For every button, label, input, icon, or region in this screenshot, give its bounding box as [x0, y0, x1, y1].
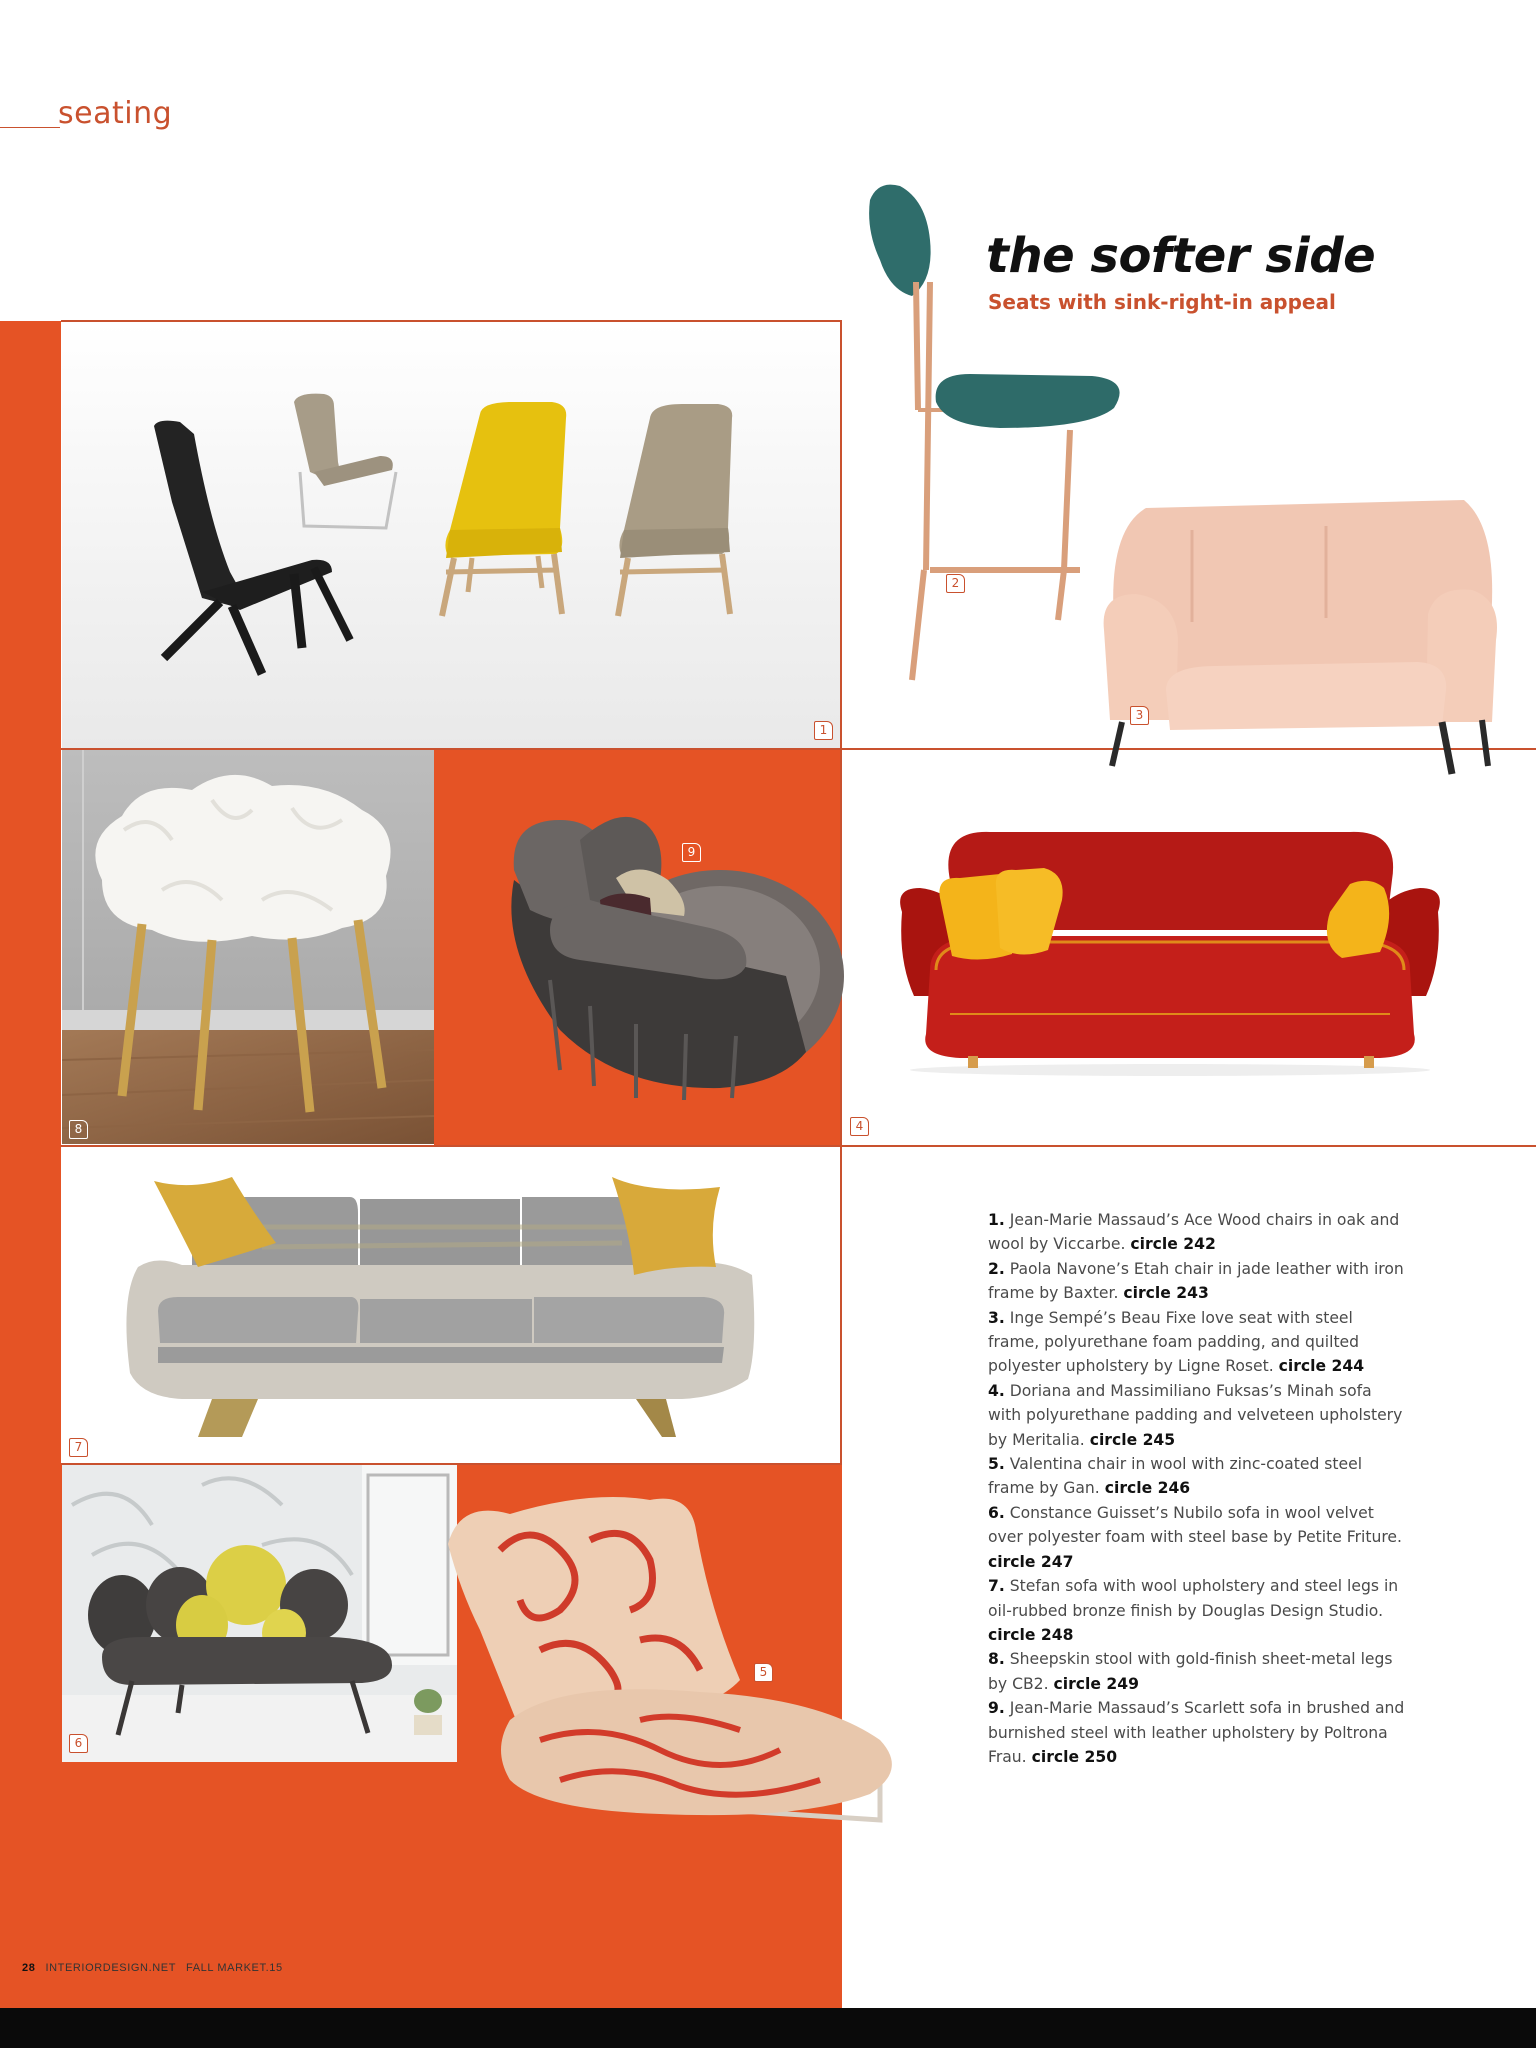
badge-1: 1 [814, 721, 833, 740]
circle-number: circle 242 [1130, 1235, 1216, 1254]
bottom-black-bar [0, 2008, 1536, 2048]
credit-item-4: 4. Doriana and Massimiliano Fuksas’s Minah sofa with polyurethane padding and velveteen upholstery by Meritalia. circle 245 [988, 1381, 1403, 1449]
section-rule [0, 127, 60, 128]
page-number: 28 [22, 1962, 36, 1974]
credit-item-9: 9. Jean-Marie Massaud’s Scarlett sofa in brushed and burnished steel with leather upholstery by Poltrona Frau. circle 250 [988, 1699, 1405, 1766]
badge-9: 9 [682, 843, 701, 862]
credit-item-1: 1. Jean-Marie Massaud’s Ace Wood chairs in oak and wool by Viccarbe. circle 242 [988, 1211, 1400, 1254]
badge-4: 4 [850, 1117, 869, 1136]
badge-2: 2 [946, 574, 965, 593]
orange-left-strip [0, 321, 61, 2008]
frame-right-line-bottom [840, 1145, 842, 1465]
folio-site: INTERIORDESIGN.NET [45, 1962, 177, 1974]
photo-minah-sofa [880, 820, 1460, 1080]
product-credits-list [988, 1208, 1408, 1769]
circle-number: circle 244 [1278, 1357, 1365, 1376]
photo-beau-fixe-loveseat [1096, 490, 1506, 820]
circle-number: circle 249 [1053, 1674, 1139, 1693]
page-folio [22, 1962, 283, 1974]
badge-6: 6 [69, 1734, 88, 1753]
badge-7: 7 [69, 1438, 88, 1457]
badge-8: 8 [69, 1120, 88, 1139]
credit-item-8: 8. Sheepskin stool with gold-finish sheet-metal legs by CB2. circle 249 [988, 1650, 1393, 1693]
photo-sheepskin-stool [62, 750, 434, 1144]
credit-item-2: 2. Paola Navone’s Etah chair in jade leather with iron frame by Baxter. circle 243 [988, 1259, 1404, 1303]
circle-number: circle 246 [1104, 1479, 1191, 1498]
credit-item-7: 7. Stefan sofa with wool upholstery and steel legs in oil-rubbed bronze finish by Douglas Design Studio. circle 248 [988, 1577, 1399, 1644]
photo-ace-wood-chairs [62, 322, 840, 748]
folio-issue: FALL MARKET.15 [186, 1962, 283, 1974]
circle-number: circle 247 [988, 1552, 1074, 1571]
circle-number: circle 243 [1123, 1284, 1209, 1303]
section-label: seating [58, 96, 173, 131]
badge-5: 5 [754, 1663, 773, 1682]
circle-number: circle 248 [988, 1625, 1074, 1644]
credit-item-3: 3. Inge Sempé’s Beau Fixe love seat with steel frame, polyurethane foam padding, and quilted polyester upholstery by Ligne Roset. circle 244 [988, 1308, 1365, 1376]
circle-number: circle 250 [1031, 1747, 1118, 1766]
article-deck: Seats with sink-right-in appeal [988, 290, 1336, 314]
photo-valentina-chair [440, 1480, 940, 1860]
credit-item-6: 6. Constance Guisset’s Nubilo sofa in wool velvet over polyester foam with steel base by Petite Friture. circle 247 [988, 1503, 1402, 1571]
badge-3: 3 [1130, 706, 1149, 725]
photo-nubilo-sofa [62, 1465, 457, 1762]
circle-number: circle 245 [1089, 1430, 1176, 1449]
credit-item-5: 5. Valentina chair in wool with zinc-coated steel frame by Gan. circle 246 [988, 1455, 1363, 1498]
photo-scarlett-sofa [490, 780, 860, 1130]
photo-stefan-sofa [62, 1147, 840, 1463]
article-headline: the softer side [986, 228, 1376, 284]
